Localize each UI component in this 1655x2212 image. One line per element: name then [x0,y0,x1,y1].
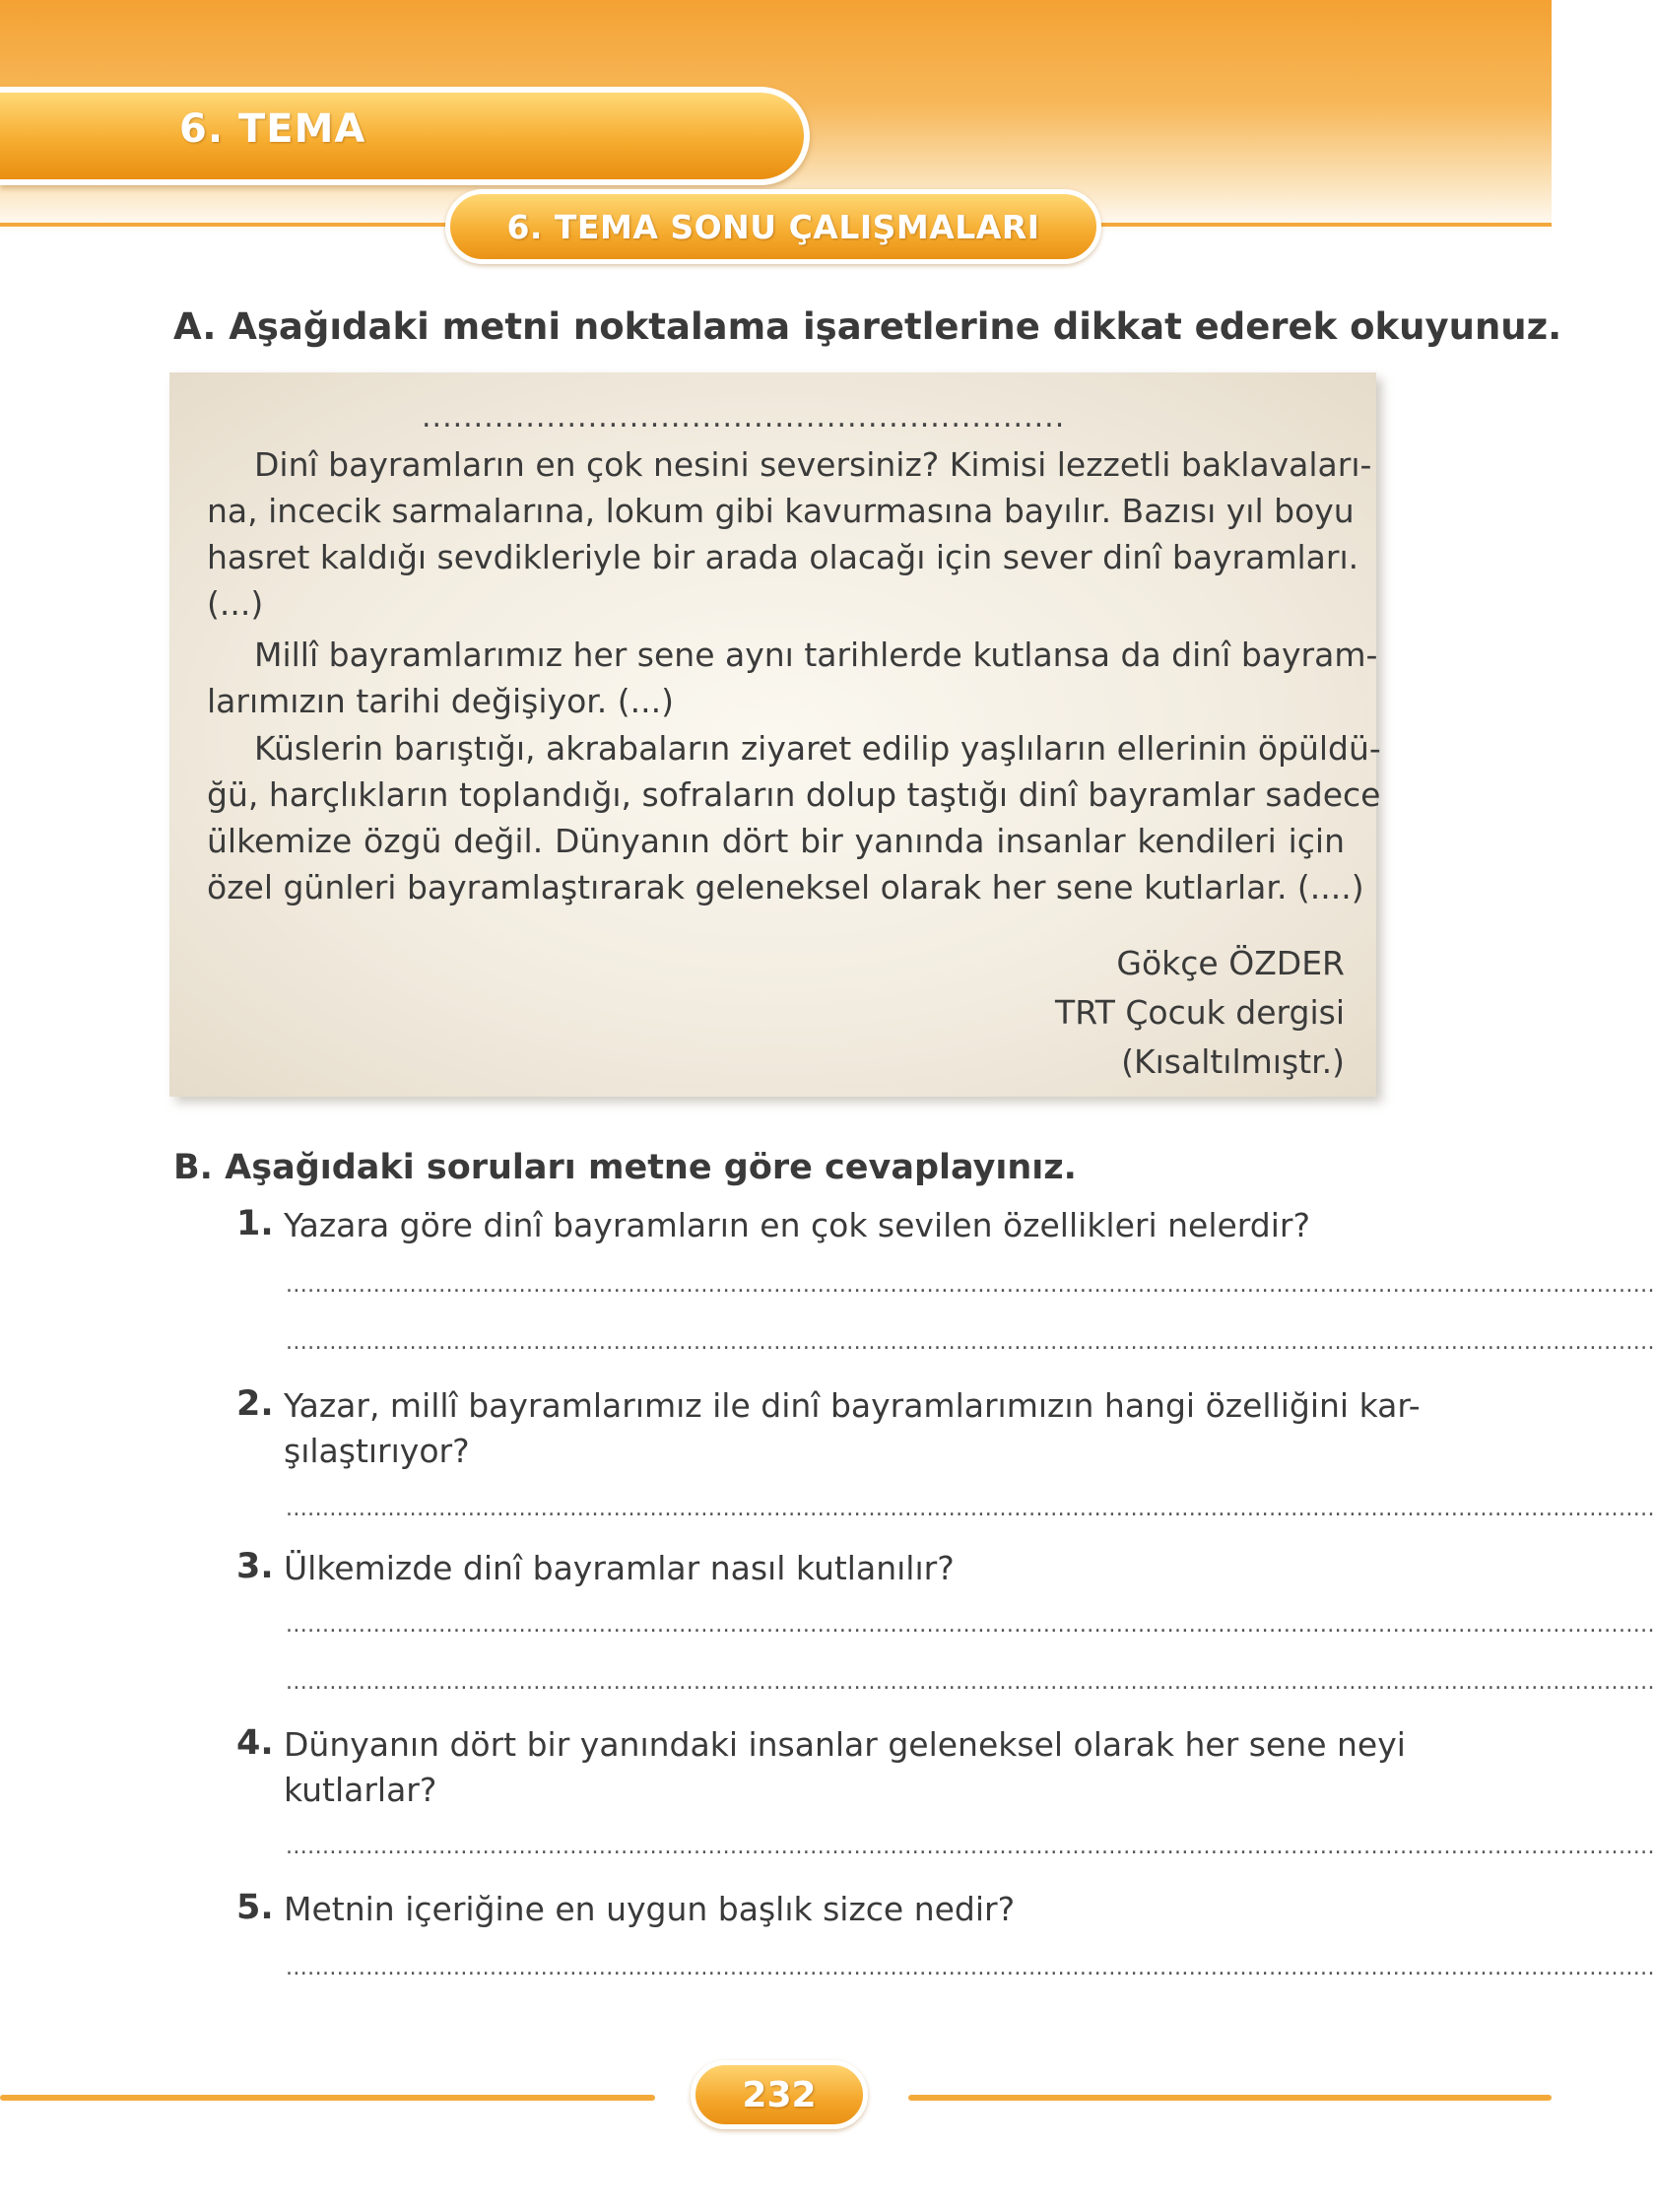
section-a-heading: A. Aşağıdaki metni noktalama işaretlerine dikkat ederek okuyunuz. [173,305,1562,348]
question-number: 5. [236,1888,274,1927]
question-text: Yazar, millî bayramlarımız ile dinî bayramlarımızın hangi özelliğini kar- [284,1386,1421,1425]
answer-line[interactable]: ............................................................................................................................................................................................ [286,1670,1655,1695]
text-line: larımızın tarihi değişiyor. (...) [207,682,674,720]
text-line: na, incecik sarmalarına, lokum gibi kavurmasına bayılır. Bazısı yıl boyu [207,492,1355,530]
title-blank: .............................................................. [422,400,1066,435]
footer-line-right [908,2095,1552,2101]
question-text: Yazara göre dinî bayramların en çok sevilen özellikleri nelerdir? [284,1206,1310,1244]
footer-line-left [0,2095,655,2101]
question-text: Metnin içeriğine en uygun başlık sizce nedir? [284,1890,1016,1928]
answer-line[interactable]: ............................................................................................................................................................................................ [286,1497,1655,1521]
answer-line[interactable]: ............................................................................................................................................................................................ [286,1613,1655,1638]
text-line: ğü, harçlıkların toplandığı, sofraların dolup taştığı dinî bayramlar sadece [207,775,1381,814]
question-text: Ülkemizde dinî bayramlar nasıl kutlanılır? [284,1549,955,1587]
text-line: ülkemize özgü değil. Dünyanın dört bir yanında insanlar kendileri için [207,822,1345,860]
tema-tab [0,87,810,185]
source-note: (Kısaltılmıştr.) [1121,1042,1345,1081]
question-number: 3. [236,1547,274,1586]
answer-line[interactable]: ............................................................................................................................................................................................ [286,1273,1655,1298]
question-number: 1. [236,1204,274,1243]
page-number: 232 [742,2074,817,2115]
page-number-pill [691,2060,868,2129]
answer-line[interactable]: ............................................................................................................................................................................................ [286,1330,1655,1355]
question-text: şılaştırıyor? [284,1432,470,1470]
question-text: kutlarlar? [284,1771,437,1809]
section-b-heading: B. Aşağıdaki soruları metne göre cevaplayınız. [173,1148,1077,1187]
section-title: 6. TEMA SONU ÇALIŞMALARI [506,207,1040,246]
question-text: Dünyanın dört bir yanındaki insanlar geleneksel olarak her sene neyi [284,1725,1406,1764]
section-title-pill [445,189,1101,264]
answer-line[interactable]: ............................................................................................................................................................................................ [286,1956,1655,1980]
tema-title: 6. TEMA [179,106,366,152]
text-line: Millî bayramlarımız her sene aynı tarihlerde kutlansa da dinî bayram- [254,636,1378,674]
question-number: 2. [236,1384,274,1424]
text-line: (...) [207,584,264,623]
answer-line[interactable]: ............................................................................................................................................................................................ [286,1835,1655,1859]
question-number: 4. [236,1723,274,1763]
source-author: Gökçe ÖZDER [1116,944,1345,982]
source-magazine: TRT Çocuk dergisi [1055,993,1345,1032]
text-line: Küslerin barıştığı, akrabaların ziyaret edilip yaşlıların ellerinin öpüldü- [254,729,1381,768]
text-line: Dinî bayramların en çok nesini seversiniz? Kimisi lezzetli baklavaları- [254,445,1372,484]
text-line: hasret kaldığı sevdikleriyle bir arada olacağı için sever dinî bayramları. [207,538,1359,576]
text-line: özel günleri bayramlaştırarak geleneksel olarak her sene kutlarlar. (....) [207,868,1364,906]
